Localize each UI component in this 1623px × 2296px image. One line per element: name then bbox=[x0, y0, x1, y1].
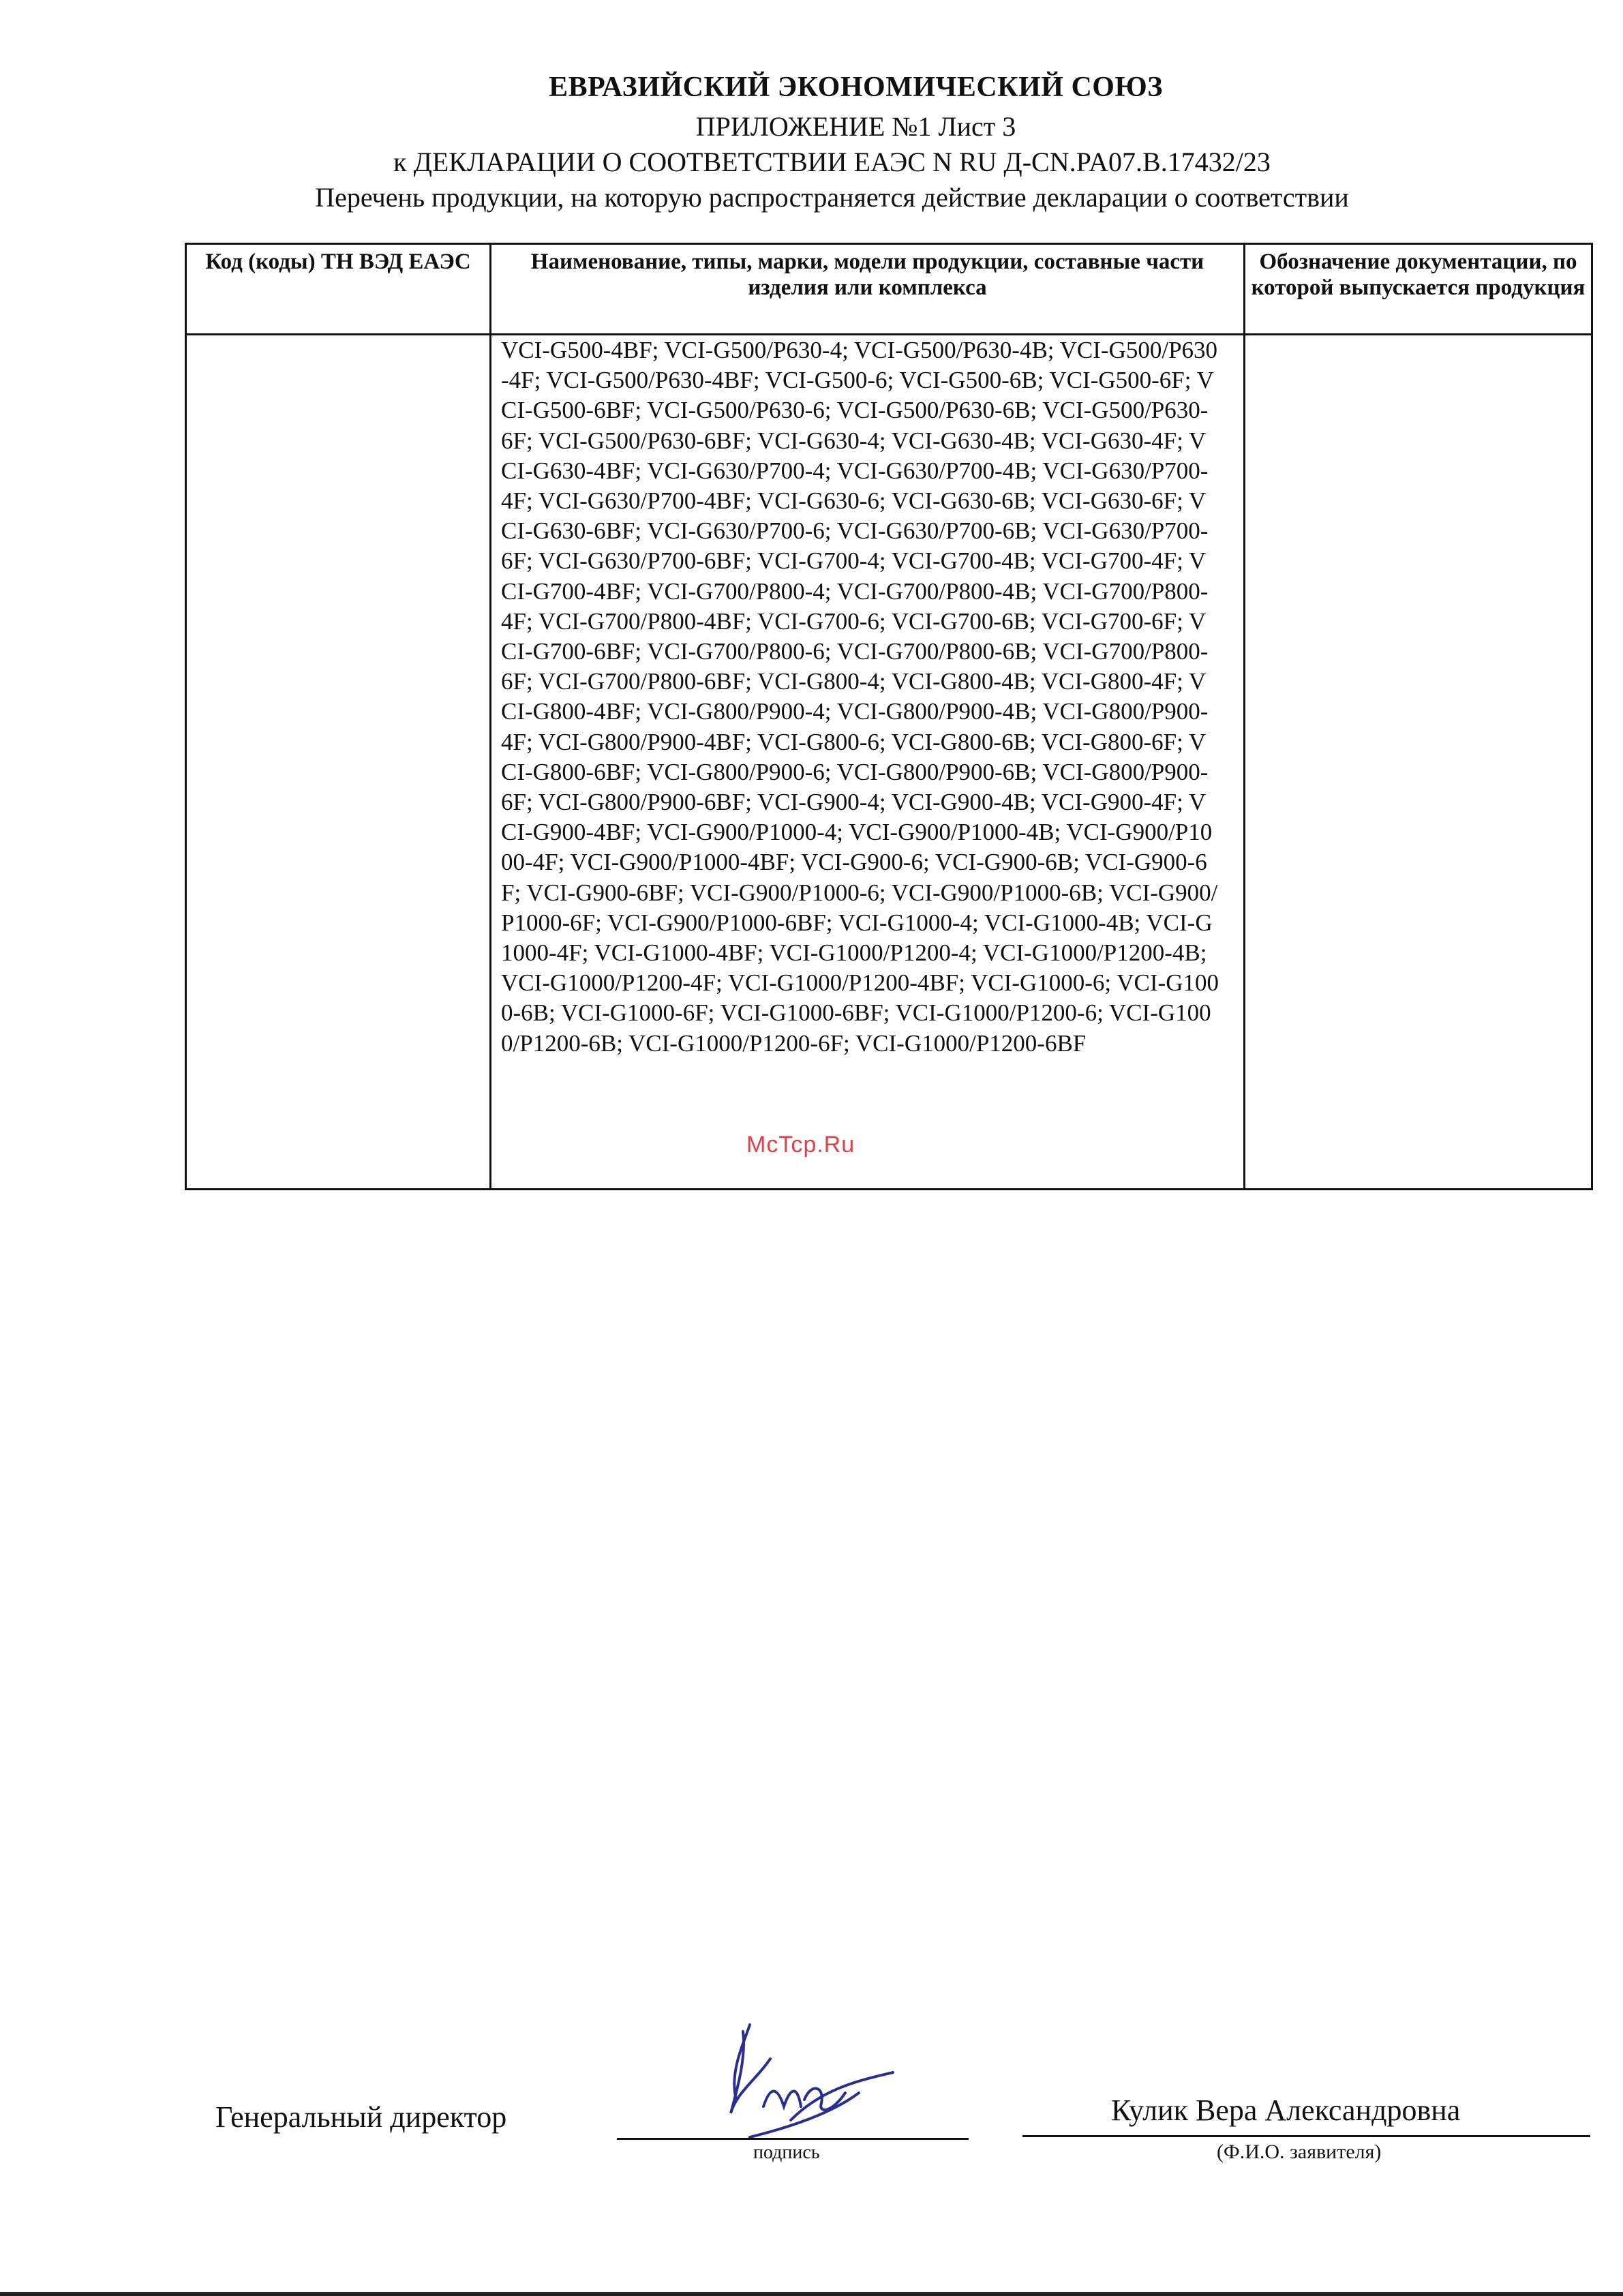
union-title: ЕВРАЗИЙСКИЙ ЭКОНОМИЧЕСКИЙ СОЮЗ bbox=[549, 72, 1163, 103]
column-header-products: Наименование, типы, марки, модели продукции, составные части изделия или комплекса bbox=[491, 244, 1245, 335]
applicant-name: Кулик Вера Александровна bbox=[1111, 2094, 1461, 2127]
signature-caption: подпись bbox=[753, 2142, 820, 2163]
position-title: Генеральный директор bbox=[215, 2100, 507, 2134]
name-caption: (Ф.И.О. заявителя) bbox=[1217, 2141, 1382, 2163]
table-header-row bbox=[186, 244, 1592, 335]
list-title: Перечень продукции, на которую распространяется действие декларации о соответствии bbox=[315, 182, 1349, 213]
products-cell: VCI-G500-4BF; VCI-G500/P630-4; VCI-G500/P630-4B; VCI-G500/P630-4F; VCI-G500/P630-4BF; VCI-G500-6; VCI-G500-6B; VCI-G500-6F; VCI-G500-6BF; VCI-G500/P630-6; VCI-G500/P630-6B; VCI-G500/P630-6F; VCI-G500/P630-6BF; VCI-G630-4; VCI-G630-4B; VCI-G630-4F; VCI-G630-4BF; VCI-G630/P700-4; VCI-G630/P700-4B; VCI-G630/P700-4F; VCI-G630/P700-4BF; VCI-G630-6; VCI-G630-6B; VCI-G630-6F; VCI-G630-6BF; VCI-G630/P700-6; VCI-G630/P700-6B; VCI-G630/P700-6F; VCI-G630/P700-6BF; VCI-G700-4; VCI-G700-4B; VCI-G700-4F; VCI-G700-4BF; VCI-G700/P800-4; VCI-G700/P800-4B; VCI-G700/P800-4F; VCI-G700/P800-4BF; VCI-G700-6; VCI-G700-6B; VCI-G700-6F; VCI-G700-6BF; VCI-G700/P800-6; VCI-G700/P800-6B; VCI-G700/P800-6F; VCI-G700/P800-6BF; VCI-G800-4; VCI-G800-4B; VCI-G800-4F; VCI-G800-4BF; VCI-G800/P900-4; VCI-G800/P900-4B; VCI-G800/P900-4F; VCI-G800/P900-4BF; VCI-G800-6; VCI-G800-6B; VCI-G800-6F; VCI-G800-6BF; VCI-G800/P900-6; VCI-G800/P900-6B; VCI-G800/P900-6F; VCI-G800/P900-6BF; VCI-G900-4; VCI-G900-4B; VCI-G900-4F; VCI-G900-4BF; VCI-G900/P1000-4; VCI-G900/P1000-4B; VCI-G900/P1000-4F; VCI-G900/P1000-4BF; VCI-G900-6; VCI-G900-6B; VCI-G900-6F; VCI-G900-6BF; VCI-G900/P1000-6; VCI-G900/P1000-6B; VCI-G900/P1000-6F; VCI-G900/P1000-6BF; VCI-G1000-4; VCI-G1000-4B; VCI-G1000-4F; VCI-G1000-4BF; VCI-G1000/P1200-4; VCI-G1000/P1200-4B; VCI-G1000/P1200-4F; VCI-G1000/P1200-4BF; VCI-G1000-6; VCI-G1000-6B; VCI-G1000-6F; VCI-G1000-6BF; VCI-G1000/P1200-6; VCI-G1000/P1200-6B; VCI-G1000/P1200-6F; VCI-G1000/P1200-6BF bbox=[491, 335, 1245, 1190]
document-header bbox=[0, 65, 1623, 215]
documentation-cell bbox=[1245, 335, 1592, 1190]
table-row bbox=[186, 335, 1592, 1190]
watermark-stamp: McTcp.Ru bbox=[746, 1132, 855, 1158]
column-header-documentation: Обозначение документации, по которой выпускается продукция bbox=[1245, 244, 1592, 335]
column-header-code: Код (коды) ТН ВЭД ЕАЭС bbox=[186, 244, 491, 335]
code-cell bbox=[186, 335, 491, 1190]
signature-line bbox=[617, 2138, 969, 2140]
page-edge bbox=[0, 2292, 1623, 2296]
appendix-title: ПРИЛОЖЕНИЕ №1 Лист 3 bbox=[695, 111, 1016, 142]
name-line bbox=[1022, 2135, 1590, 2137]
declaration-number: к ДЕКЛАРАЦИИ О СООТВЕТСТВИИ ЕАЭС N RU Д-CN.PA07.B.17432/23 bbox=[393, 147, 1271, 177]
handwritten-signature bbox=[688, 2018, 920, 2141]
signature-block bbox=[0, 1977, 1623, 2181]
products-table bbox=[185, 243, 1593, 1190]
